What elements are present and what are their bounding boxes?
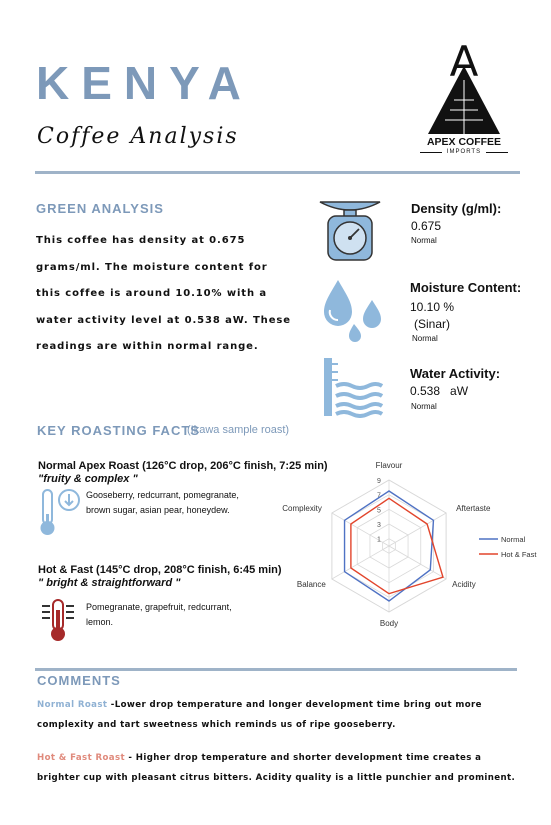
roasting-note: (Ikawa sample roast) [187, 424, 290, 436]
comment-normal-text: -Lower drop temperature and longer development time bring out more complexity and tart sweetness which reminds us of ripe gooseberry. [37, 700, 482, 730]
water-activity-status: Normal [411, 402, 437, 411]
comment-normal-label: Normal Roast [37, 700, 108, 710]
comment-hot-fast [37, 748, 517, 788]
scale-icon [318, 198, 382, 262]
header-divider [35, 171, 520, 174]
water-activity-value: 0.538 aW [410, 384, 469, 398]
radar-axis-label: Complexity [282, 504, 322, 513]
logo-divider-right [486, 152, 508, 153]
logo-subtitle: IMPORTS [446, 149, 482, 155]
thermometer-high-icon [38, 598, 78, 642]
legend-label-0: Normal [501, 535, 526, 544]
thermometer-low-icon [38, 488, 82, 538]
comments-divider [35, 668, 517, 671]
radar-tick-label: 3 [377, 522, 381, 529]
moisture-value: 10.10 % [410, 300, 455, 314]
normal-roast-title: Normal Apex Roast (126°C drop, 206°C finish, 7:25 min) [38, 460, 328, 472]
hot-fast-tagline: " bright & straightforward " [38, 577, 181, 589]
moisture-label: Moisture Content: [410, 280, 522, 295]
comments-heading: COMMENTS [37, 673, 121, 688]
comment-normal [37, 695, 517, 735]
radar-axis-label: Body [379, 619, 399, 628]
logo-letter: A [449, 37, 479, 86]
radar-axis-label: Balance [296, 580, 326, 589]
brand-logo [414, 36, 514, 161]
hot-fast-notes: Pomegranate, grapefruit, redcurrant, lemon. [86, 602, 232, 627]
water-activity-label: Water Activity: [410, 366, 501, 381]
moisture-status: Normal [412, 334, 438, 343]
radar-axis-label: Aftertaste [456, 504, 491, 513]
roasting-heading: KEY ROASTING FACTS [37, 423, 200, 438]
radar-tick-label: 5 [377, 507, 381, 515]
radar-spoke [389, 546, 446, 579]
logo-name: APEX COFFEE [426, 136, 502, 148]
page-subtitle: Coffee Analysis [37, 124, 239, 149]
density-value: 0.675 [411, 219, 442, 233]
water-drops-icon [320, 278, 384, 346]
comment-hot-fast-text: - Higher drop temperature and shorter development time creates a brighter cup with pleasant citrus bitters. Acidity quality is a little punchier and prominent. [37, 753, 516, 783]
normal-roast-tagline: "fruity & complex " [38, 473, 138, 485]
radar-axis-label: Flavour [375, 461, 403, 470]
radar-series-1 [351, 498, 443, 593]
radar-tick-label: 9 [377, 478, 381, 485]
radar-axis-label: Acidity [452, 580, 476, 589]
comment-hot-fast-label: Hot & Fast Roast [37, 753, 126, 763]
water-level-icon [322, 356, 384, 418]
radar-tick-label: 7 [377, 492, 381, 500]
radar-chart [282, 456, 547, 636]
hot-fast-title: Hot & Fast (145°C drop, 208°C finish, 6:45 min) [38, 564, 282, 576]
legend-label-1: Hot & Fast [501, 550, 537, 559]
green-analysis-heading: GREEN ANALYSIS [36, 201, 164, 216]
density-status: Normal [411, 236, 437, 245]
apex-triangle-icon [414, 36, 514, 136]
radar-tick-label: 1 [377, 536, 381, 544]
normal-roast-notes: Gooseberry, redcurrant, pomegranate, brown sugar, asian pear, honeydew. [86, 490, 239, 515]
green-analysis-description: This coffee has density at 0.675 grams/ml. The moisture content for this coffee is around 10.10% with a water activity level at 0.538 aW. These readings are within normal range. [36, 235, 291, 352]
density-label: Density (g/ml): [411, 201, 502, 216]
country-title: KENYA [36, 57, 253, 109]
moisture-method: (Sinar) [414, 317, 451, 331]
